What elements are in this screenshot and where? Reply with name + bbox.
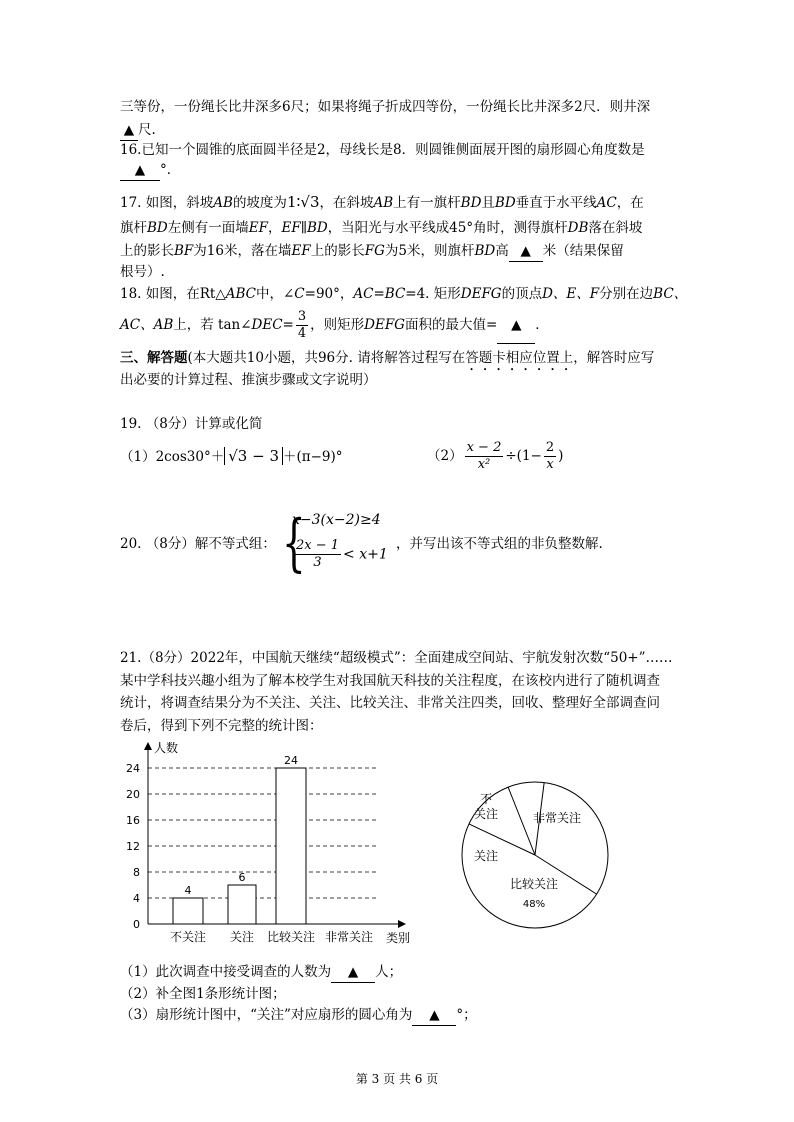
- bar-chart: [118, 738, 428, 953]
- x-axis-label: 类别: [386, 931, 411, 945]
- x-tick-label: 不关注: [169, 930, 207, 944]
- y-tick-label: 24: [126, 762, 140, 775]
- y-tick-label: 8: [133, 866, 140, 879]
- pie-slice-label: 不: [479, 792, 493, 806]
- bar: [173, 898, 203, 924]
- q17-line4: 根号）.: [120, 264, 165, 280]
- q17-line1: 17. 如图，斜坡AB的坡度为1∶√3，在斜坡AB上有一旗杆BD且BD垂直于水平线AC，在: [120, 193, 644, 211]
- q15-continued-line2: ▲ 尺.: [120, 120, 156, 141]
- y-tick-label: 4: [133, 892, 140, 905]
- page-footer: 第 3 页 共 6 页: [355, 1072, 439, 1086]
- q20-prefix: 20. （8分）解不等式组：: [120, 536, 276, 552]
- pie-slice-label: 关注: [473, 807, 499, 821]
- fraction-2-over-x: $\frac{2}{x}$: [545, 440, 555, 472]
- q19-title: 19. （8分）计算或化简: [120, 416, 263, 432]
- answer-blank[interactable]: ▲: [412, 1005, 456, 1026]
- answer-blank[interactable]: ▲: [120, 120, 138, 141]
- y-axis-label: 人数: [154, 741, 179, 755]
- bar-data-label: 6: [238, 871, 246, 884]
- x-axis-arrow: [398, 920, 406, 928]
- q17-line2: 旗杆BD左侧有一面墙EF，EF∥BD，当阳光与水平线成45°角时，测得旗杆DB落在斜坡: [120, 220, 643, 236]
- q18-line2: AC、AB上，若 tan∠DEC= $\frac{3}{4}$ ，则矩形DEFG面积的最大值= ▲ ．: [120, 307, 549, 344]
- q19-part1: （1）2cos30°＋ √3 − 3 ＋(π−9)°: [120, 447, 343, 465]
- q16-line2: ▲ °．: [120, 160, 180, 181]
- inequality-1: x−3(x−2)≥4: [292, 512, 381, 528]
- answer-blank[interactable]: ▲: [497, 307, 535, 344]
- fraction-3-4: $\frac{3}{4}$: [297, 309, 307, 341]
- pie-slice-label: 比较关注: [509, 877, 559, 891]
- y-tick-label: 20: [126, 788, 140, 801]
- y-tick-label: 0: [133, 918, 140, 931]
- pie-slice-label: 关注: [473, 849, 499, 863]
- q21-sub1: （1）此次调查中接受调查的人数为 ▲ 人；: [120, 962, 402, 983]
- q21-line4: 卷后，得到下列不完整的统计图：: [120, 718, 323, 734]
- q21-sub2: （2）补全图1条形统计图；: [120, 986, 286, 1002]
- bar: [276, 768, 306, 924]
- bar-data-label: 24: [284, 754, 298, 767]
- q21-line2: 某中学科技兴趣小组为了解本校学生对我国航天科技的关注程度，在该校内进行了随机调查: [120, 673, 660, 689]
- q15-continued-line1: 三等份，一份绳长比井深多6尺；如果将绳子折成四等份，一份绳长比井深多2尺．则井深: [120, 99, 651, 115]
- y-axis-arrow: [144, 742, 152, 750]
- q21-line1: 21.（8分）2022年，中国航天继续“超级模式”：全面建成空间站、宇航发射次数“50+”……: [120, 650, 673, 666]
- q19-part2: （2） $\frac{x - 2}{\text{x²}}$ ÷(1− $\frac{2}{x}$ ): [427, 440, 564, 472]
- answer-blank[interactable]: ▲: [509, 241, 543, 262]
- inequality-system: [282, 508, 392, 580]
- inequality-2: $\frac{2x - 1}{3}$ < x+1: [296, 538, 388, 570]
- pie-percent-label: 48%: [522, 899, 546, 910]
- section3-line1: 三、解答题(本大题共10小题，共96分. 请将解答过程写在答题卡相应位置上，解答时应写: [120, 350, 655, 366]
- q21-sub3: （3）扇形统计图中，“关注”对应扇形的圆心角为 ▲ °；: [120, 1005, 477, 1026]
- section-title: 三、解答题: [120, 350, 188, 366]
- x-tick-label: 比较关注: [266, 930, 316, 944]
- pie-chart: [450, 770, 620, 940]
- bar-data-label: 4: [184, 884, 192, 897]
- x-tick-label: 非常关注: [324, 930, 374, 944]
- q20-suffix: ，并写出该不等式组的非负整数解.: [396, 536, 603, 552]
- q16-line1: 16.已知一个圆锥的底面圆半径是2，母线长是8．则圆锥侧面展开图的扇形圆心角度数是: [120, 142, 645, 158]
- q21-line3: 统计，将调查结果分为不关注、关注、比较关注、非常关注四类，回收、整理好全部调查问: [120, 695, 660, 711]
- x-tick-label: 关注: [229, 930, 255, 944]
- answer-blank[interactable]: ▲: [120, 160, 160, 181]
- section3-line2: 出必要的计算过程、推演步骤或文字说明）: [120, 372, 377, 388]
- q18-line1: 18. 如图，在Rt△ABC中，∠C=90°，AC=BC=4. 矩形DEFG的顶点D、E、F分别在边BC、: [120, 286, 688, 302]
- bar: [228, 885, 256, 924]
- pie-slice-label: 非常关注: [532, 811, 582, 825]
- y-tick-label: 16: [126, 814, 140, 827]
- y-tick-label: 12: [126, 840, 140, 853]
- answer-blank[interactable]: ▲: [331, 962, 375, 983]
- brace: {: [282, 506, 306, 579]
- fraction-x-minus-2-over-x2: $\frac{x - 2}{\text{x²}}$: [466, 440, 502, 472]
- q17-line3: 上的影长BF为16米，落在墙EF上的影长FG为5米，则旗杆BD高 ▲ 米（结果保留: [120, 241, 624, 262]
